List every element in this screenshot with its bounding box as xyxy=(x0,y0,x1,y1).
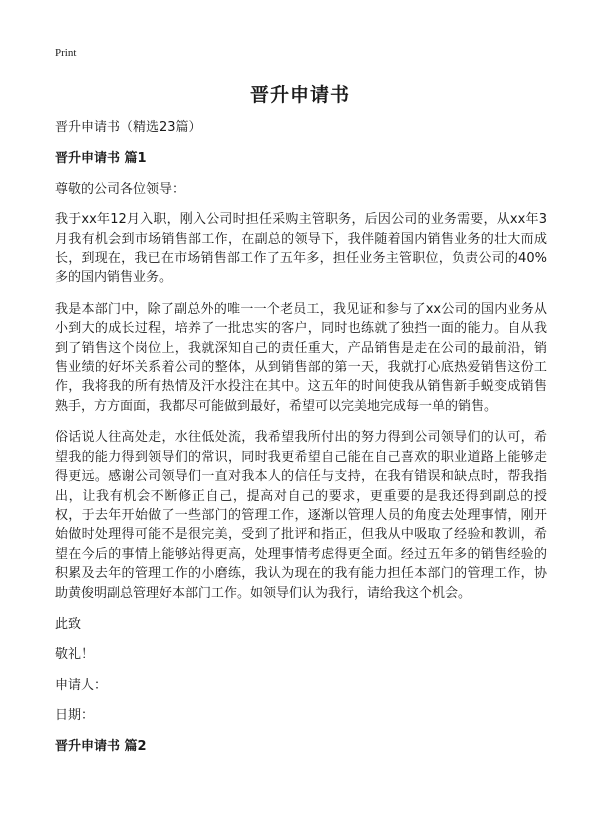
section-heading-1: 晋升申请书 篇1 xyxy=(55,151,147,167)
applicant-line: 申请人： xyxy=(55,677,108,693)
document-title: 晋升申请书 xyxy=(249,84,350,106)
body-paragraph-3: 俗话说人往高处走，水往低处流，我希望我所付出的努力得到公司领导们的认可，希望我的能力得到领导们的常识，同时我更希望自己能在自己喜欢的职业道路上能够走得更远。感谢公司领导们一直对我本人的信任与支持，在我有错误和缺点时，帮我指出，让我有机会不断修正自己，提高对自己的要求，更重要的是我还得到副总的授权，于去年开始做了一些部门的管理工作，逐渐以管理人员的角度去处理事情，刚开始做时处理得可能不是很完美，受到了批评和指正，但我从中吸取了经验和教训，希望在今后的事情上能够站得更高，处理事情考虑得更全面。经过五年多的销售经验的积累及去年的管理工作的小磨练，我认为现在的我有能力担任本部门的管理工作，协助黄俊明副总管理好本部门工作。如领导们认为我行，请给我这个机会。 xyxy=(55,430,547,601)
salute-line: 敬礼！ xyxy=(55,647,95,663)
print-label: Print xyxy=(55,47,77,59)
closing-line: 此致 xyxy=(55,616,82,632)
body-paragraph-2: 我是本部门中，除了副总外的唯一一个老员工，我见证和参与了xx公司的国内业务从小到大的成长过程，培养了一批忠实的客户，同时也练就了独挡一面的能力。自从我到了销售这个岗位上，我就深知自己的责任重大，产品销售是走在公司的最前沿，销售业绩的好坏关系着公司的整体，从到销售部的第一天，我就打心底热爱销售这份工作，我将我的所有热情及汗水投注在其中。这五年的时间使我从销售新手蜕变成销售熟手，方方面面，我都尽可能做到最好，希望可以完美地完成每一单的销售。 xyxy=(55,301,547,414)
date-line: 日期： xyxy=(55,708,95,724)
document-body xyxy=(55,118,547,756)
document-subtitle: 晋升申请书（精选23篇） xyxy=(55,120,202,135)
greeting: 尊敬的公司各位领导： xyxy=(55,181,186,197)
body-paragraph-1: 我于xx年12月入职，刚入公司时担任采购主管职务，后因公司的业务需要，从xx年3月我有机会到市场销售部工作，在副总的领导下，我伴随着国内销售业务的壮大而成长，到现在，我已在市场销售部工作了五年多，担任业务主管职位，负责公司的40%多的国内销售业务。 xyxy=(55,212,547,286)
section-heading-2: 晋升申请书 篇2 xyxy=(55,738,147,754)
